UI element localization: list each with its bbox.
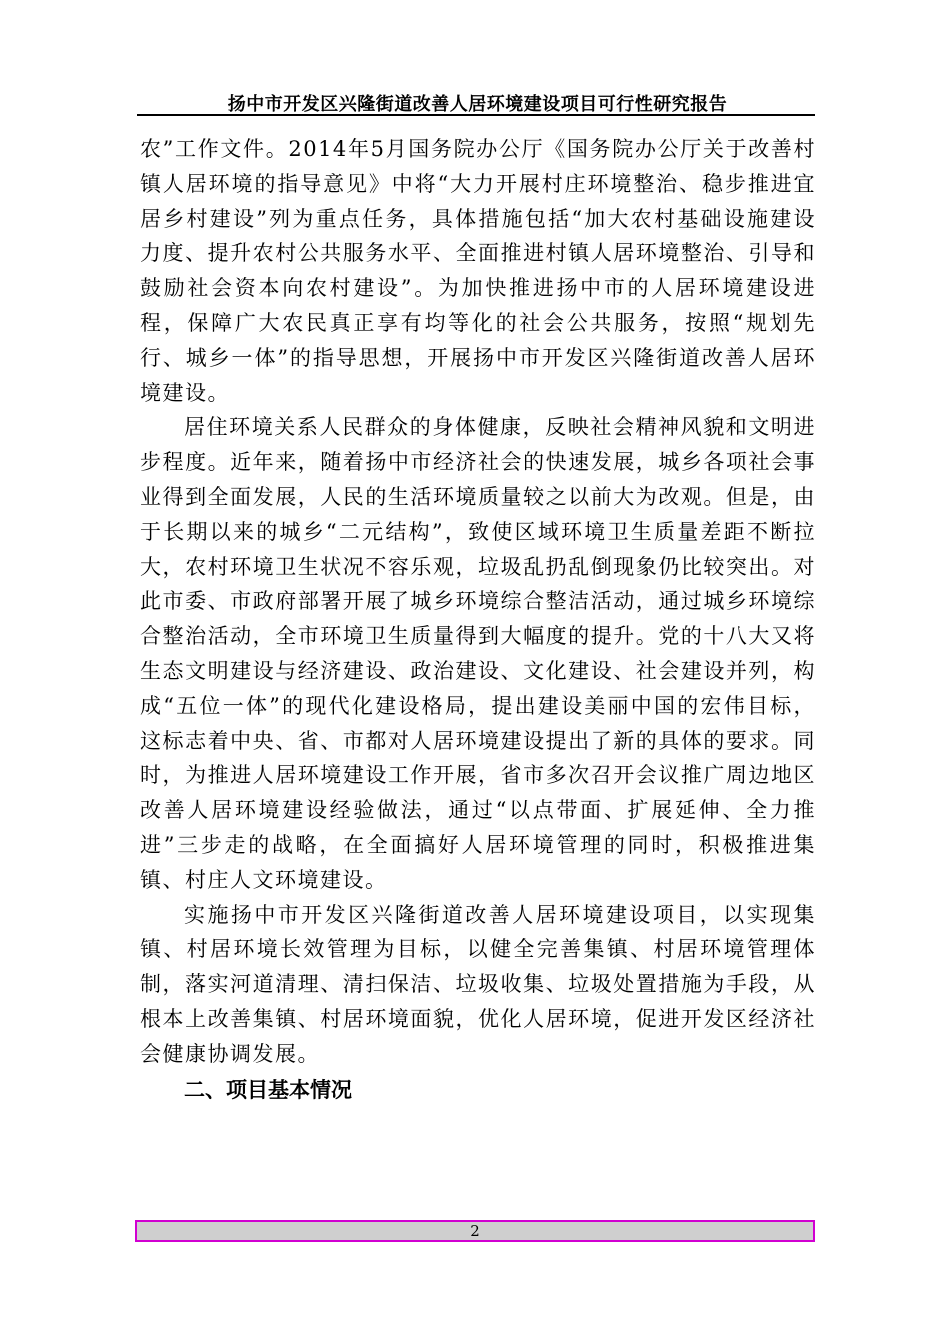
document-body xyxy=(140,132,816,1108)
header-divider xyxy=(137,114,815,116)
page-footer xyxy=(135,1220,815,1242)
paragraph-project-implementation: 实施扬中市开发区兴隆街道改善人居环境建设项目，以实现集镇、村居环境长效管理为目标，以健全完善集镇、村居环境管理体制，落实河道清理、清扫保洁、垃圾收集、垃圾处置措施为手段，从根本上改善集镇、村居环境面貌，优化人居环境，促进开发区经济社会健康协调发展。 xyxy=(140,902,816,1066)
section-heading: 二、项目基本情况 xyxy=(184,1076,352,1102)
paragraph-continuation: 农”工作文件。2014年5月国务院办公厅《国务院办公厅关于改善村镇人居环境的指导意见》中将“大力开展村庄环境整治、稳步推进宜居乡村建设”列为重点任务，具体措施包括“加大农村基础设施建设力度、提升农村公共服务水平、全面推进村镇人居环境整治、引导和鼓励社会资本向农村建设”。为加快推进扬中市的人居环境建设进程，保障广大农民真正享有均等化的社会公共服务，按照“规划先行、城乡一体”的指导思想，开展扬中市开发区兴隆街道改善人居环境建设。 xyxy=(140,137,816,405)
page-header-title: 扬中市开发区兴隆街道改善人居环境建设项目可行性研究报告 xyxy=(227,94,728,115)
paragraph-living-environment: 居住环境关系人民群众的身体健康，反映社会精神风貌和文明进步程度。近年来，随着扬中市经济社会的快速发展，城乡各项社会事业得到全面发展，人民的生活环境质量较之以前大为改观。但是，由于长期以来的城乡“二元结构”，致使区域环境卫生质量差距不断拉大，农村环境卫生状况不容乐观，垃圾乱扔乱倒现象仍比较突出。对此市委、市政府部署开展了城乡环境综合整洁活动，通过城乡环境综合整治活动，全市环境卫生质量得到大幅度的提升。党的十八大又将生态文明建设与经济建设、政治建设、文化建设、社会建设并列，构成“五位一体”的现代化建设格局，提出建设美丽中国的宏伟目标，这标志着中央、省、市都对人居环境建设提出了新的具体的要求。同时，为推进人居环境建设工作开展，省市多次召开会议推广周边地区改善人居环境建设经验做法，通过“以点带面、扩展延伸、全力推进”三步走的战略，在全面搞好人居环境管理的同时，积极推进集镇、村庄人文环境建设。 xyxy=(140,415,816,892)
page-number: 2 xyxy=(470,1222,480,1240)
